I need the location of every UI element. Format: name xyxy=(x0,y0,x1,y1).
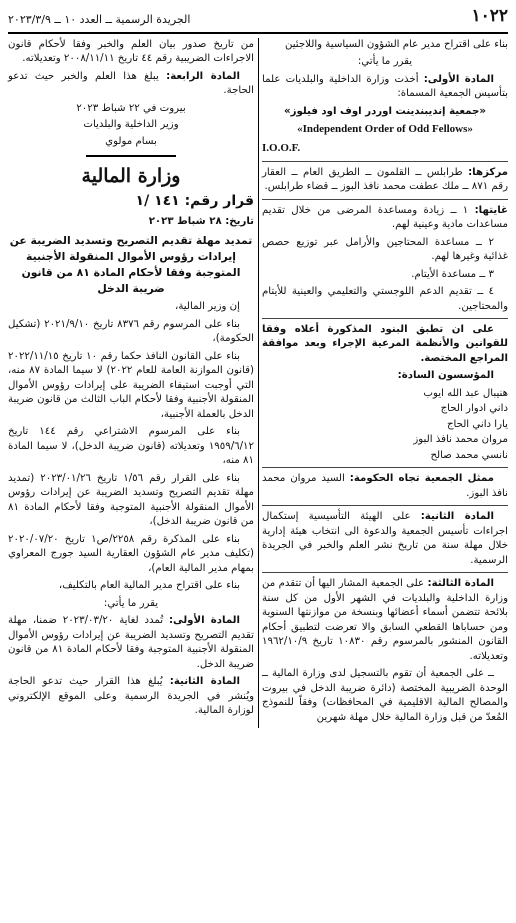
two-column-body xyxy=(8,38,508,728)
representative-label: ممثل الجمعية تجاه الحكومة: xyxy=(349,473,494,485)
header-rule xyxy=(8,32,508,34)
signature-title: وزير الداخلية والبلديات xyxy=(83,119,179,131)
founders-label: المؤسسون السادة: xyxy=(397,370,494,382)
right-column xyxy=(262,38,508,728)
headquarters-text: طرابلس ــ القلمون ــ الطريق العام ــ العقار رقم ٨٧١ ــ ملك عطفت محمد نافذ البوز ــ قضاء طرابلس. xyxy=(262,166,508,193)
column-rule xyxy=(258,38,259,728)
founder-name: هنيبال عبد الله ايوب xyxy=(423,387,508,399)
article-4-label: المادة الرابعة: xyxy=(166,70,240,82)
headquarters xyxy=(262,166,508,195)
article-1 xyxy=(262,73,508,102)
article-3-text: على الجمعية المشار اليها أن تتقدم من وزارة الداخلية والبلديات في الشهر الأول من كل سنة بلائحة تتضمن أسماء أعضائها وبنسخة من موازنتها السنوية ومن حساباها القطعي السابق والا تعرضت لتطبيق أحكام القانون المنشور بالمرسوم رقم ١٠٨٣٠ تاريخ ١٩٦٢/١٠/٩ وتعديلاته. xyxy=(262,578,509,662)
finance-article-2 xyxy=(8,675,254,718)
divider xyxy=(262,467,508,468)
recital-1: بناء على المرسوم رقم ٨٣٧٦ تاريخ ٢٠٢١/٩/١٠ (تشكيل الحكومة)، xyxy=(8,318,254,345)
signature-name: بسام مولوي xyxy=(105,135,157,147)
recital-5: بناء على المذكرة رقم ٢٢٥٨/ص١ تاريخ ٢٠٢٠/٠٧/٢٠ (تكليف مدير عام الشؤون العقارية السيد جورج المعراوي بمهام مدير المالية العام)، xyxy=(8,533,254,574)
article-1-label: المادة الأولى: xyxy=(423,73,494,85)
association-name-en: «Independent Order of Odd Fellows» xyxy=(297,123,473,136)
finance-article-1-label: المادة الأولى: xyxy=(168,615,240,627)
divider xyxy=(262,318,508,319)
finance-article-2-label: المادة الثانية: xyxy=(169,676,240,688)
divider xyxy=(262,572,508,573)
gazette-issue-line: الجريدة الرسمية ــ العدد ١٠ ــ ٢٠٢٣/٣/٩ xyxy=(8,13,191,27)
article-2 xyxy=(262,510,508,568)
representative-text: السيد مروان محمد نافذ البوز. xyxy=(262,473,508,499)
minister-intro: إن وزير المالية، xyxy=(175,301,240,313)
article-3 xyxy=(262,577,508,664)
interior-signature-block xyxy=(8,102,254,149)
founder-name: مروان محمد نافذ البوز xyxy=(413,434,508,446)
decides-heading: يقرر ما يأتي: xyxy=(357,56,413,68)
association-name-ar: «جمعية إنديبندينت اوردر اوف اود فيلوز» xyxy=(284,105,486,117)
finance-article-1-text: تُمدد لغاية ٢٠٢٣/٠٣/٢٠ ضمنا، مهلة تقديم التصريح وتسديد الضريبة عن إيرادات رؤوس الأموال المنقولة الأجنبية المتوجبة وفقا لأحكام المادة ٨١ من قانون ضريبة الدخل. xyxy=(8,615,254,670)
goals-label: غايتها: xyxy=(474,204,508,216)
association-abbr: I.O.O.F. xyxy=(262,142,301,155)
page-header xyxy=(8,6,508,28)
decree-number: قرار رقم: ١٤١ /١ xyxy=(135,193,254,210)
goal-3: ٣ ــ مساعدة الأيتام. xyxy=(411,268,494,280)
founder-name: يارا داني الحاج xyxy=(446,418,508,430)
divider xyxy=(262,505,508,506)
article-3-label: المادة الثالثة: xyxy=(427,578,494,590)
decides-heading: يقرر ما يأتي: xyxy=(103,597,159,609)
goal-1-text: ١ ــ زيادة ومساعدة المرضى من خلال تقديم مساعدات مادية وعينية لهم. xyxy=(262,204,508,231)
founder-name: داني ادوار الحاج xyxy=(440,403,508,415)
recital-6: بناء على اقتراح مدير المالية العام بالتكليف، xyxy=(58,580,240,592)
decree-title: تمديد مهلة تقديم التصريح وتسديد الضريبة عن إيرادات رؤوس الأموال المنقولة الأجنبية المتوجبة وفقا لأحكام المادة ٨١ من قانون ضريبة الدخل xyxy=(9,233,253,296)
article-4-text: يبلغ هذا العلم والخبر حيث تدعو الحاجة. xyxy=(8,70,254,97)
tax-registration-para: ــ على الجمعية أن تقوم بالتسجيل لدى وزارة المالية ــ الوحدة الضريبية المختصة (دائرة ضريبة الدخل في بيروت والمصالح المالية الاقليمية في المحافظات) وفقاً للنموذج المُعدّ من قبل وزارة المالية خلال مهلة شهرين xyxy=(262,668,508,723)
continuation-para: من تاريخ صدور بيان العلم والخبر وفقا لأحكام قانون الاجراءات الضريبية رقم ٤٤ تاريخ ٢٠٠٨/١١/١١ وتعديلاته. xyxy=(8,39,254,65)
article-4 xyxy=(8,70,254,99)
page-number: ١٠٢٢ xyxy=(471,5,508,26)
headquarters-label: مركزها: xyxy=(468,166,508,178)
signature-place-date: بيروت في ٢٢ شباط ٢٠٢٣ xyxy=(76,102,186,114)
recital-2: بناء على القانون النافذ حكما رقم ١٠ تاريخ ٢٠٢٢/١١/١٥ (قانون الموازنة العامة للعام ٢٠٢٢) لا سيما المادة ٨٧ منه، التي أوجبت استيفاء الضريبة على إيرادات رؤوس الأموال المنقولة الأجنبية وفقا لأحكام الباب الثالث من قانون ضريبة الدخل بالعملة الأجنبية، xyxy=(8,350,254,420)
condition-clause: على ان تطبق البنود المذكورة أعلاه وفقا للقوانين والأنظمة المرعية الإجراء وبعد موافقة المراجع المختصة. xyxy=(262,324,508,364)
divider xyxy=(262,199,508,200)
divider xyxy=(262,161,508,162)
government-representative xyxy=(262,472,508,501)
article-2-label: المادة الثانية: xyxy=(420,511,494,523)
goal-1 xyxy=(262,204,508,233)
article-2-text: على الهيئة التأسيسية إستكمال اجراءات تأسيس الجمعية والدعوة الى انتخاب هيئة إدارية خلال مهلة سنة من تاريخ نشر العلم والخبر في الجريدة الرسمية. xyxy=(262,511,508,566)
left-column xyxy=(8,38,254,728)
decree-date: تاريخ: ٢٨ شباط ٢٠٢٣ xyxy=(148,216,254,228)
goal-2: ٢ ــ مساعدة المحتاجين والأرامل عبر توزيع حصص غذائية وغيرها لهم. xyxy=(262,236,508,263)
founders-list xyxy=(262,387,508,463)
article-1-text: أخذت وزارة الداخلية والبلديات علما بتأسيس الجمعية المسماة: xyxy=(262,73,508,100)
ministry-heading: وزارة المالية xyxy=(81,165,181,188)
finance-article-1 xyxy=(8,614,254,672)
based-on-proposal: بناء على اقتراح مدير عام الشؤون السياسية واللاجئين xyxy=(284,39,508,50)
founder-name: نانسي محمد صالح xyxy=(430,449,508,461)
recital-4: بناء على القرار رقم ١/٥٦ تاريخ ٢٠٢٣/٠١/٢٦ (تمديد مهلة تقديم التصريح وتسديد الضريبة عن إيرادات رؤوس الأموال المنقولة الأجنبية المتوجبة وفقا لأحكام المادة ٨١ من قانون ضريبة الدخل)، xyxy=(8,472,254,528)
recital-3: بناء على المرسوم الاشتراعي رقم ١٤٤ تاريخ ١٩٥٩/٦/١٢ وتعديلاته (قانون ضريبة الدخل)، لا سيما المادة ٨١ منه، xyxy=(8,426,254,467)
finance-article-2-text: يُبلغ هذا القرار حيث تدعو الحاجة ويُنشر في الجريدة الرسمية وعلى الموقع الإلكتروني لوزارة المالية. xyxy=(8,676,254,717)
section-rule xyxy=(86,155,176,157)
goal-4: ٤ ــ تقديم الدعم اللوجستي والتعليمي والعينية للأيتام والمحتاجين. xyxy=(262,286,508,312)
